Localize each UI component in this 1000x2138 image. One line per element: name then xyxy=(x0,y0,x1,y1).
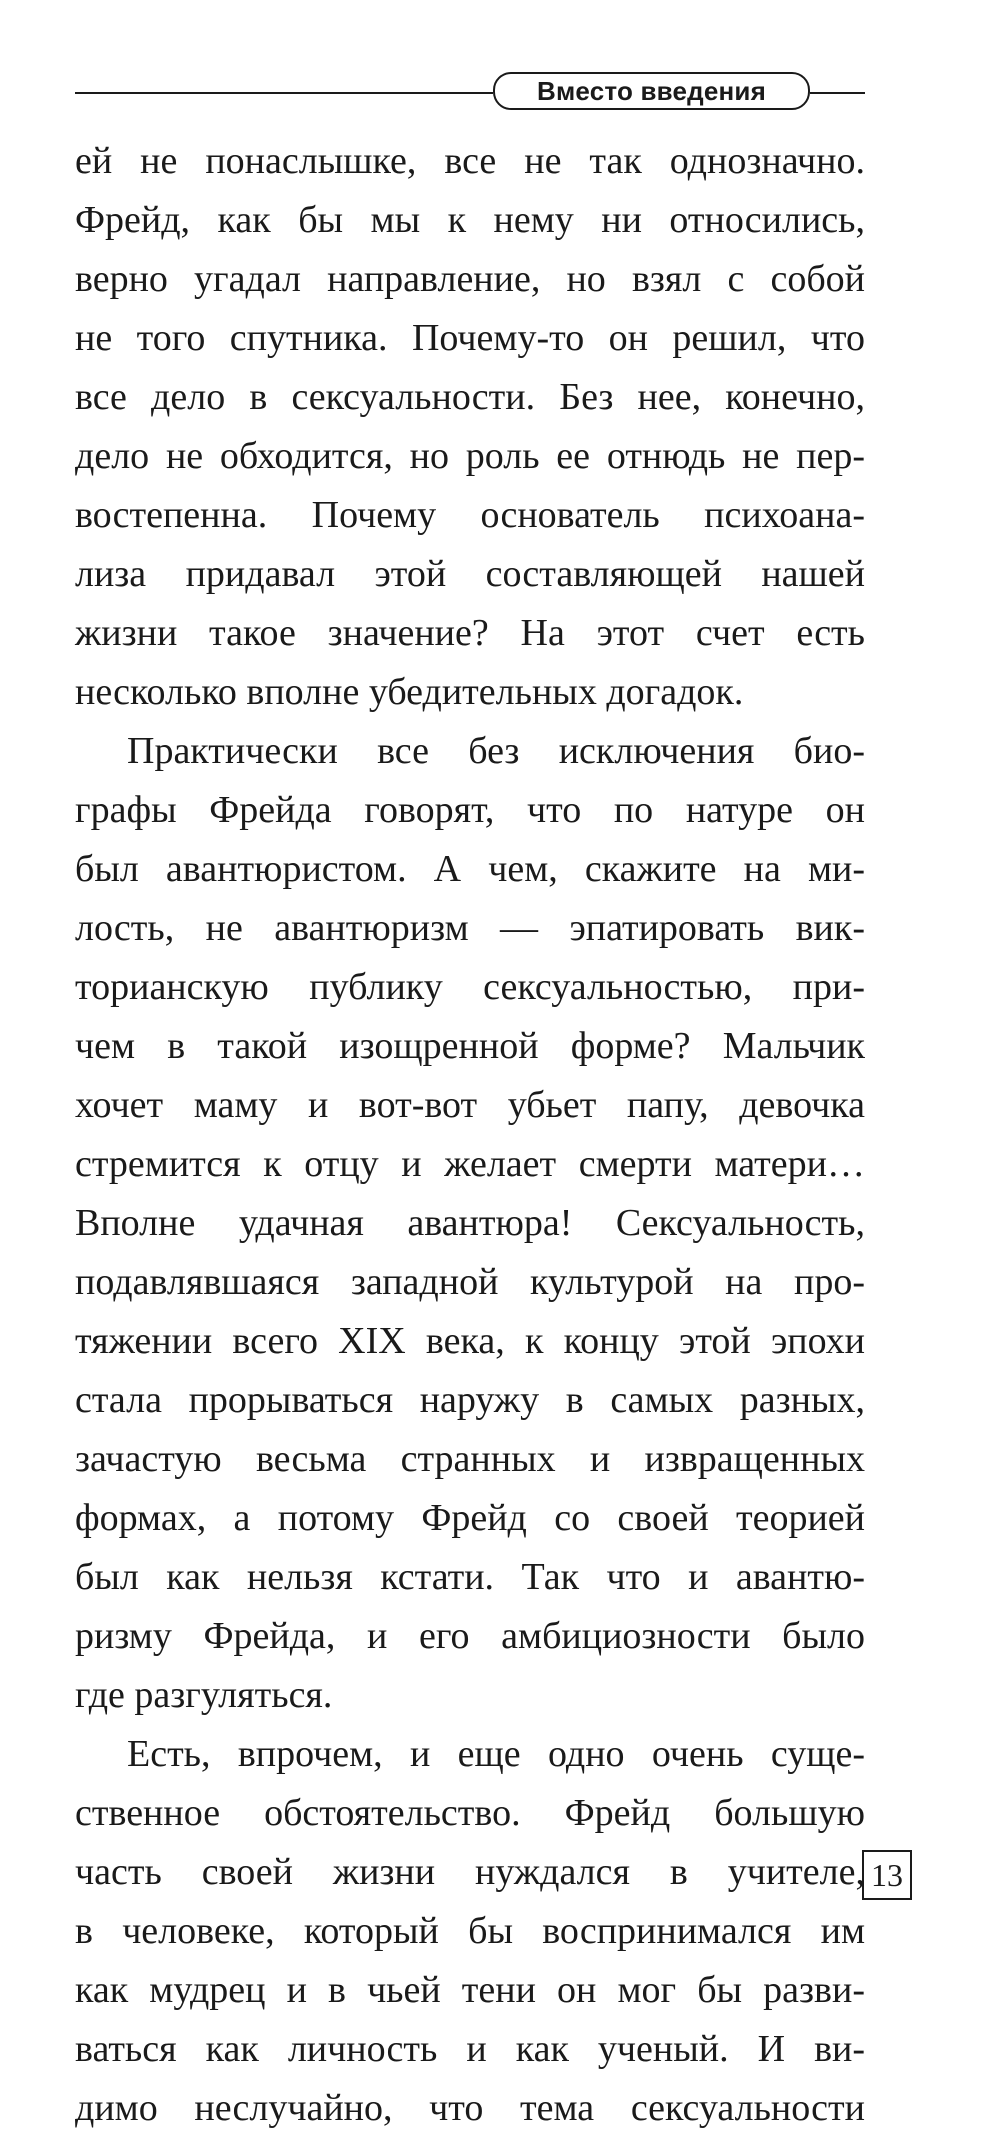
text-line: лость, не авантюризм — эпатировать вик- xyxy=(75,907,865,949)
page-number: 13 xyxy=(862,1850,912,1900)
text-line: где разгуляться. xyxy=(75,1674,333,1716)
text-line: Фрейд, как бы мы к нему ни относились, xyxy=(75,199,865,241)
text-line: хочет маму и вот-вот убьет папу, девочка xyxy=(75,1084,865,1126)
text-line: подавлявшаяся западной культурой на про- xyxy=(75,1261,865,1303)
text-line: лиза придавал этой составляющей нашей xyxy=(75,553,865,595)
text-line: ризму Фрейда, и его амбициозности было xyxy=(75,1615,865,1657)
text-line: в человеке, который бы воспринимался им xyxy=(75,1910,865,1952)
text-line: торианскую публику сексуальностью, при- xyxy=(75,966,865,1008)
text-line: тяжении всего XIX века, к концу этой эпохи xyxy=(75,1320,865,1362)
text-line: Вполне удачная авантюра! Сексуальность, xyxy=(75,1202,865,1244)
section-title: Вместо введения xyxy=(493,72,810,110)
text-line: часть своей жизни нуждался в учителе, xyxy=(75,1851,865,1893)
text-line: Практически все без исключения био- xyxy=(127,730,865,772)
text-line: чем в такой изощренной форме? Мальчик xyxy=(75,1025,865,1067)
text-line: несколько вполне убедительных догадок. xyxy=(75,671,744,713)
text-line: верно угадал направление, но взял с собой xyxy=(75,258,865,300)
text-line: ваться как личность и как ученый. И ви- xyxy=(75,2028,865,2070)
text-line: не того спутника. Почему-то он решил, что xyxy=(75,317,865,359)
text-line: был как нельзя кстати. Так что и авантю- xyxy=(75,1556,865,1598)
text-line: все дело в сексуальности. Без нее, конечно, xyxy=(75,376,865,418)
text-line: стала прорываться наружу в самых разных, xyxy=(75,1379,865,1421)
header-rule-left xyxy=(75,92,493,94)
text-line: стремится к отцу и желает смерти матери… xyxy=(75,1143,865,1185)
text-line: ей не понаслышке, все не так однозначно. xyxy=(75,140,865,182)
text-line: был авантюристом. А чем, скажите на ми- xyxy=(75,848,865,890)
body-text xyxy=(75,132,865,2138)
text-line: Есть, впрочем, и еще одно очень суще- xyxy=(127,1733,865,1775)
text-line: формах, а потому Фрейд со своей теорией xyxy=(75,1497,865,1539)
text-line: жизни такое значение? На этот счет есть xyxy=(75,612,865,654)
text-line: дело не обходится, но роль ее отнюдь не пер- xyxy=(75,435,865,477)
text-line: востепенна. Почему основатель психоана- xyxy=(75,494,865,536)
text-line: ственное обстоятельство. Фрейд большую xyxy=(75,1792,865,1834)
text-line: как мудрец и в чьей тени он мог бы разви- xyxy=(75,1969,865,2011)
running-head xyxy=(75,72,865,112)
text-line: графы Фрейда говорят, что по натуре он xyxy=(75,789,865,831)
header-rule-right xyxy=(810,92,865,94)
text-line: димо неслучайно, что тема сексуальности xyxy=(75,2087,865,2129)
text-line: зачастую весьма странных и извращенных xyxy=(75,1438,865,1480)
